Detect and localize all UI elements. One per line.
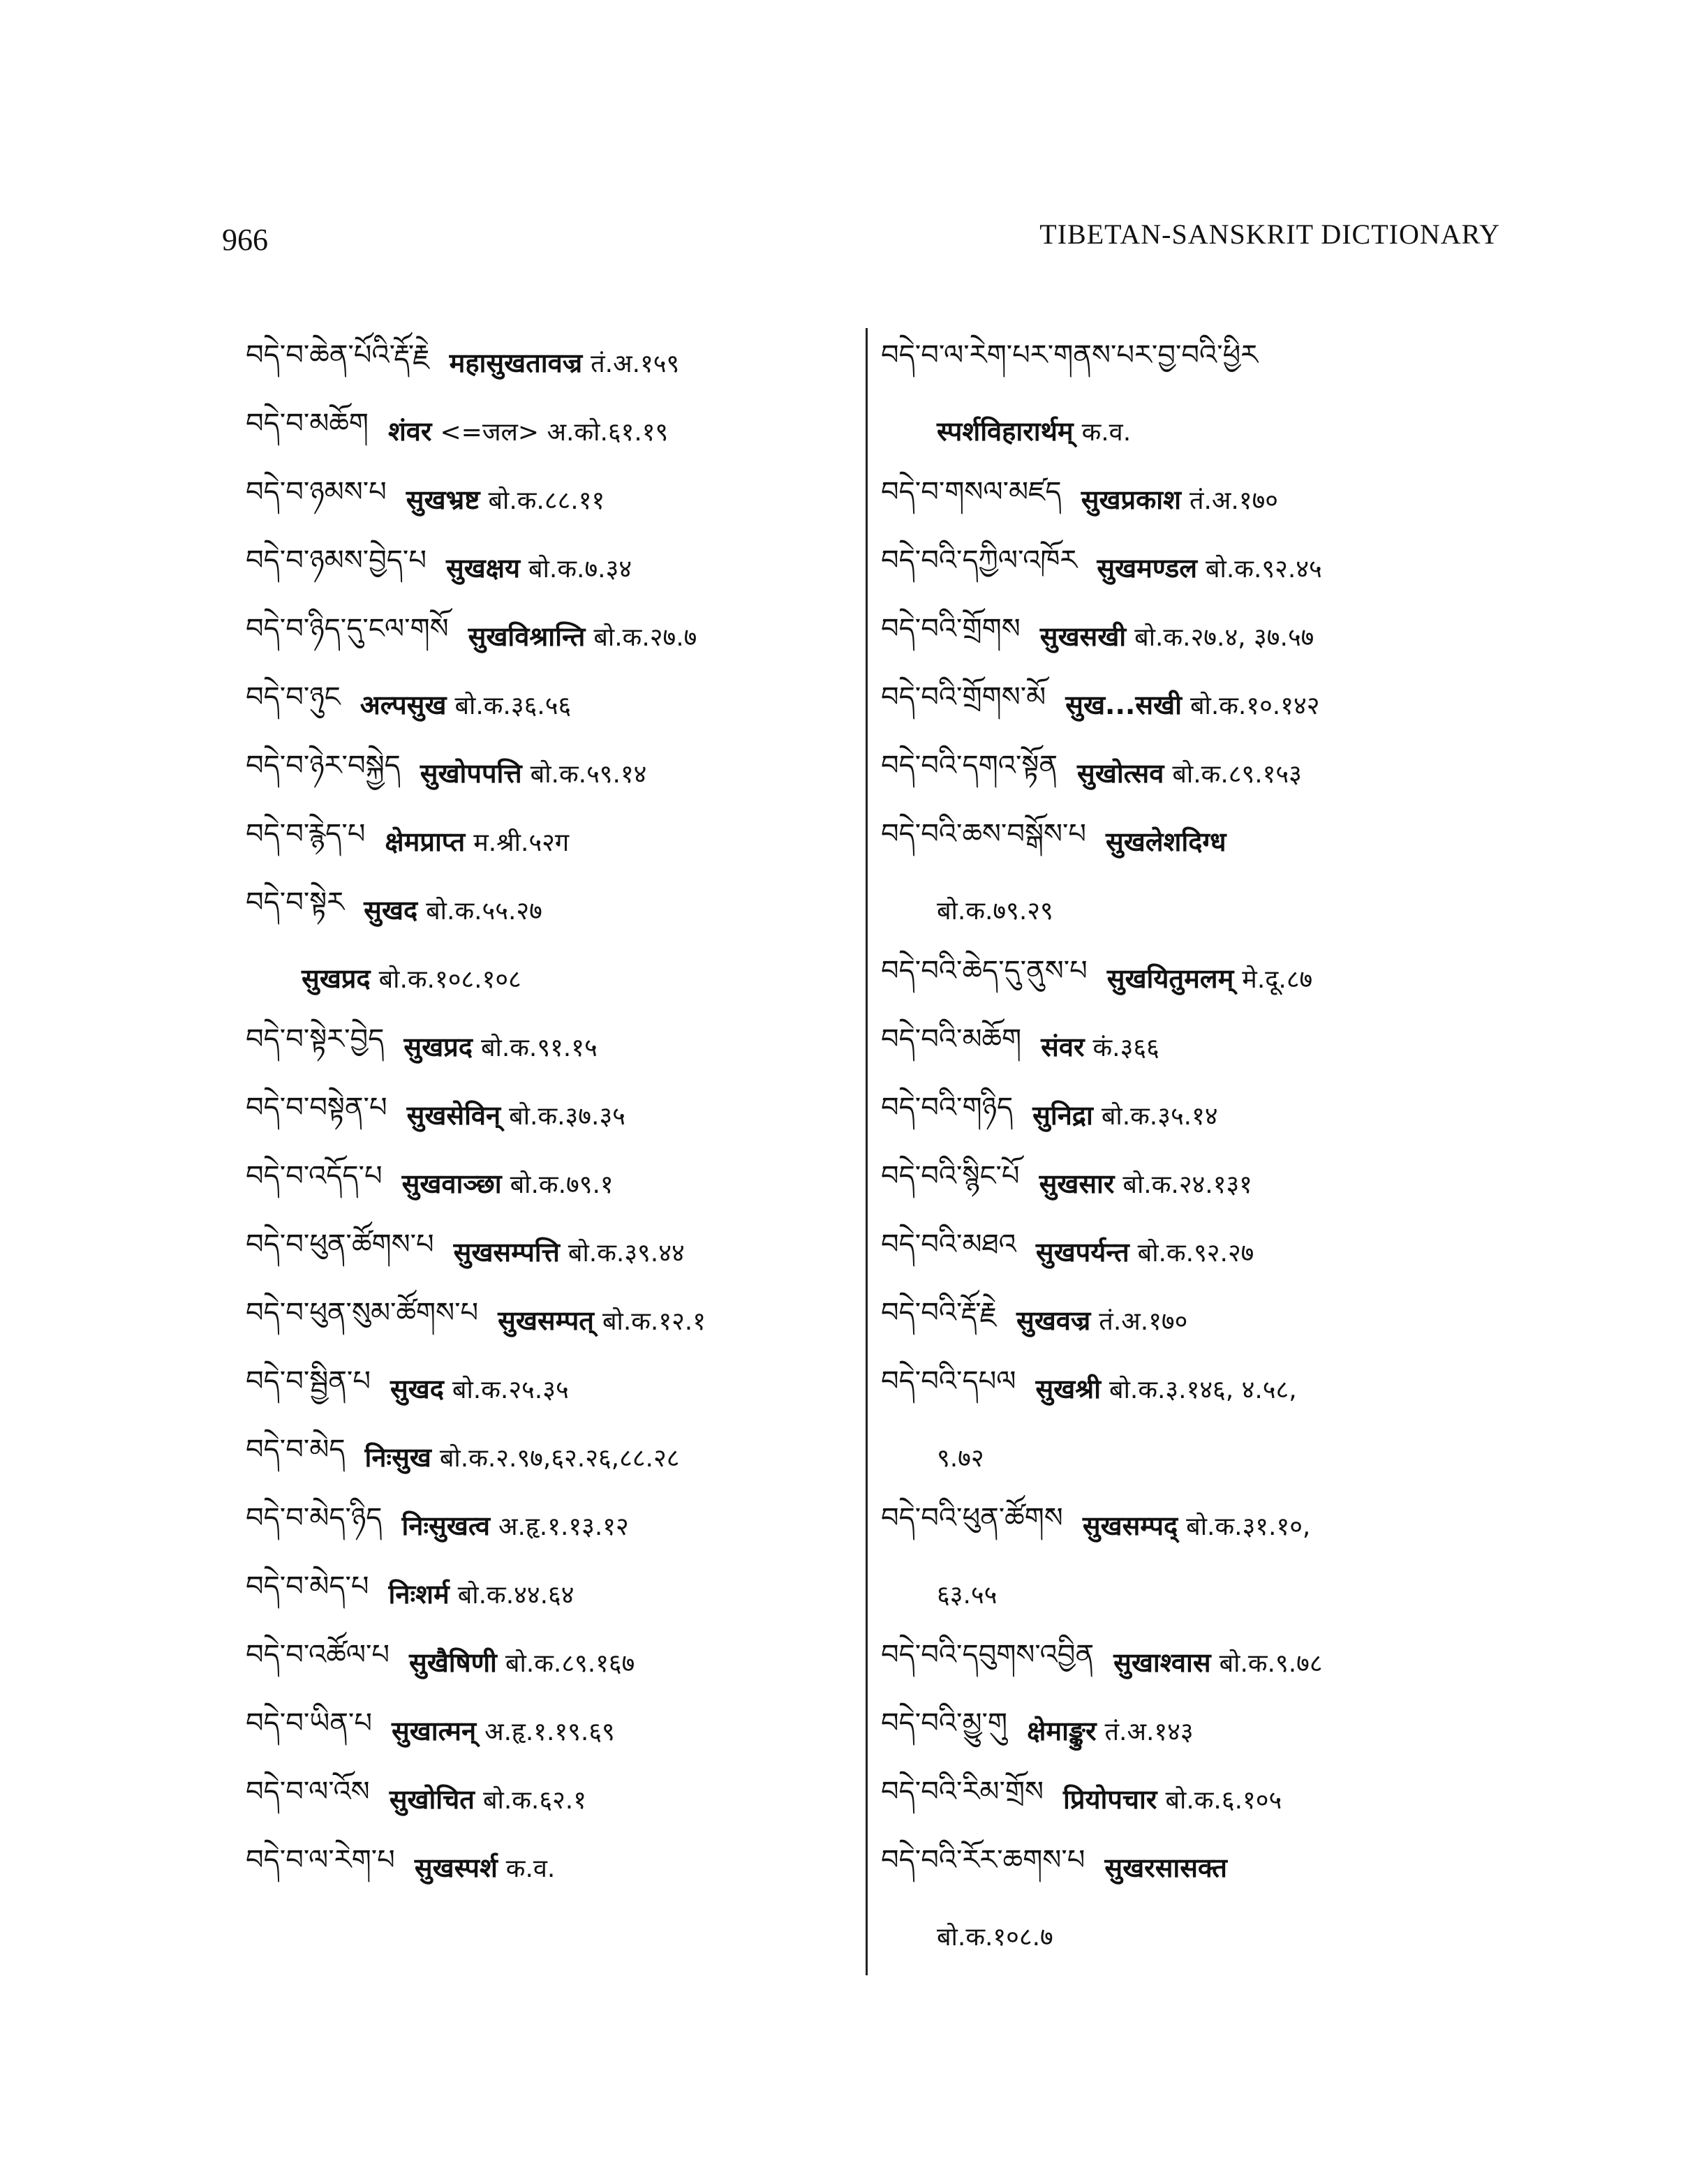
tibetan-headword: བདེ་བའི་དགའ་སྟོན — [881, 749, 1058, 782]
sanskrit-equivalent: क्षेमप्राप्त — [385, 826, 466, 857]
tibetan-headword: བདེ་བ་ཕུན་སུམ་ཚོགས་པ — [246, 1296, 479, 1329]
dictionary-entry — [246, 944, 860, 1012]
source-reference: बो.क.३५.१४ — [1101, 1101, 1218, 1131]
dictionary-entry — [246, 1491, 860, 1559]
tibetan-headword: བདེ་བ་མེད་ཉིད — [246, 1501, 383, 1534]
source-reference: बो.क.२.९७,६२.२६,८८.२८ — [439, 1443, 680, 1473]
tibetan-headword: བདེ་བ་ལ་རེག་པར་གནས་པར་བྱ་བའི་ཕྱིར — [881, 339, 1259, 371]
tibetan-headword: བདེ་བ་ཉིད་དུ་ངལ་གསོ — [246, 612, 449, 645]
tibetan-headword: བདེ་བ་ལ་འོས — [246, 1775, 370, 1808]
sanskrit-equivalent: सुखमण्डल — [1097, 553, 1197, 584]
source-reference: बो.क.७९.२९ — [937, 896, 1053, 926]
dictionary-entry — [881, 1286, 1509, 1354]
tibetan-headword: བདེ་བ་མེད་པ — [246, 1570, 369, 1603]
sanskrit-equivalent: सुखाश्वास — [1113, 1647, 1211, 1678]
dictionary-entry — [246, 738, 860, 807]
sanskrit-equivalent: स्पर्शविहारार्थम् — [937, 416, 1074, 447]
tibetan-headword: བདེ་བ་ཆེན་པོའི་རྡོ་རྗེ — [246, 339, 430, 371]
source-reference: क.व. — [1081, 417, 1132, 447]
tibetan-headword: བདེ་བ་འཚོལ་པ — [246, 1638, 390, 1671]
tibetan-headword: བདེ་བ་སྟེར་བྱེད — [246, 1023, 385, 1055]
sanskrit-equivalent: सुखप्रद — [302, 963, 371, 994]
source-reference: बो.क.५९.१४ — [530, 759, 647, 789]
sanskrit-equivalent: सुखलेशदिग्ध — [1106, 826, 1226, 857]
tibetan-headword: བདེ་བའི་ཆེད་དུ་ནུས་པ — [881, 954, 1088, 987]
sanskrit-equivalent: निःशर्म — [388, 1579, 450, 1610]
source-reference: बो.क.८८.११ — [488, 486, 605, 515]
dictionary-entry — [246, 1696, 860, 1765]
sanskrit-equivalent: सुखश्री — [1035, 1374, 1102, 1404]
sanskrit-equivalent: सुखप्रकाश — [1081, 484, 1181, 515]
sanskrit-equivalent: सुख...सखी — [1065, 690, 1182, 720]
sanskrit-equivalent: सुखसखी — [1039, 621, 1127, 652]
dictionary-entry — [246, 875, 860, 944]
sanskrit-equivalent: सुखात्मन् — [391, 1716, 477, 1746]
tibetan-headword: བདེ་བའི་གཉིད — [881, 1091, 1014, 1124]
source-reference: बो.क.१०८.७ — [937, 1922, 1053, 1952]
dictionary-entry — [246, 1559, 860, 1628]
dictionary-entry — [881, 1491, 1509, 1559]
sanskrit-equivalent: सुखविश्रान्ति — [468, 621, 586, 652]
sanskrit-equivalent: सुखसम्पत्ति — [453, 1237, 560, 1268]
sanskrit-equivalent: क्षेमाङ्कुर — [1027, 1716, 1097, 1746]
source-reference: बो.क.८९.१६७ — [505, 1649, 635, 1678]
sanskrit-equivalent: सुखसम्पत् — [498, 1305, 594, 1336]
source-reference: तं.अ.१७० — [1099, 1307, 1188, 1336]
dictionary-entry — [246, 670, 860, 738]
sanskrit-equivalent: सुनिद्रा — [1032, 1100, 1093, 1131]
tibetan-headword: བདེ་བ་མེད — [246, 1433, 346, 1466]
tibetan-headword: བདེ་བའི་གྲོགས་མོ — [881, 681, 1046, 713]
tibetan-headword: བདེ་བའི་ཆས་བསྒོས་པ — [881, 817, 1086, 850]
source-reference: बो.क.१२.१ — [602, 1307, 706, 1336]
tibetan-headword: བདེ་བ་བསྟེན་པ — [246, 1091, 387, 1124]
dictionary-entry — [881, 1217, 1509, 1286]
sanskrit-equivalent: महासुखतावज्र — [449, 348, 583, 378]
source-reference: बो.क.८९.१५३ — [1172, 759, 1302, 789]
dictionary-entry — [246, 1765, 860, 1833]
dictionary-entry — [246, 1080, 860, 1149]
source-reference: बो.क.९१.१५ — [480, 1033, 598, 1062]
source-reference: बो.क.६.१०५ — [1165, 1785, 1282, 1815]
dictionary-entry — [881, 1765, 1509, 1833]
dictionary-entry — [246, 328, 860, 396]
dictionary-entry — [881, 465, 1509, 533]
source-reference: बो.क.१०८.१०८ — [378, 965, 521, 994]
dictionary-entry — [881, 738, 1509, 807]
source-reference: बो.क.२५.३५ — [452, 1375, 569, 1404]
dictionary-entry — [881, 944, 1509, 1012]
dictionary-entry — [246, 1149, 860, 1217]
sanskrit-equivalent: सुखद — [364, 895, 418, 926]
dictionary-entry — [246, 1286, 860, 1354]
dictionary-entry — [246, 602, 860, 670]
dictionary-entry — [246, 1354, 860, 1422]
source-reference: अ.हृ.१.१९.६९ — [484, 1717, 615, 1746]
sanskrit-equivalent: सुखसम्पद् — [1082, 1510, 1178, 1541]
sanskrit-equivalent: सुखोत्सव — [1077, 758, 1164, 789]
tibetan-headword: བདེ་བ་ཕུན་ཚོགས་པ — [246, 1228, 434, 1261]
dictionary-entry — [246, 1217, 860, 1286]
tibetan-headword: བདེ་བའི་རོར་ཆགས་པ — [881, 1843, 1085, 1876]
dictionary-entry — [881, 1012, 1509, 1080]
dictionary-entry — [246, 396, 860, 465]
source-reference: मे.दू.८७ — [1242, 965, 1313, 994]
tibetan-headword: བདེ་བའི་མཐའ — [881, 1228, 1016, 1261]
dictionary-entry — [881, 670, 1509, 738]
dictionary-entry — [246, 807, 860, 875]
source-reference: बो.क.९२.४५ — [1205, 554, 1322, 584]
sanskrit-equivalent: निःसुखत्व — [401, 1510, 491, 1541]
source-reference: बो.क.३९.४४ — [568, 1238, 685, 1268]
tibetan-headword: བདེ་བའི་གྲོགས — [881, 612, 1021, 645]
source-reference: <=जल> अ.को.६१.१९ — [440, 417, 669, 447]
source-reference: बो.क.९२.२७ — [1137, 1238, 1254, 1268]
sanskrit-equivalent: सुखस्पर्श — [414, 1852, 498, 1883]
source-reference: तं.अ.१७० — [1189, 486, 1279, 515]
sanskrit-equivalent: सुखद — [390, 1374, 444, 1404]
sanskrit-equivalent: शंवर — [387, 416, 432, 447]
tibetan-headword: བདེ་བ་འདོད་པ — [246, 1159, 383, 1192]
source-reference: बो.क.५५.२७ — [426, 896, 542, 926]
source-reference: अ.हृ.१.१३.१२ — [498, 1512, 629, 1541]
source-reference: बो.क.२७.७ — [593, 623, 697, 652]
dictionary-entry — [881, 1149, 1509, 1217]
tibetan-headword: བདེ་བ་རྙེད་པ — [246, 817, 366, 850]
dictionary-entry — [246, 1628, 860, 1696]
dictionary-entry — [881, 328, 1509, 396]
dictionary-entry — [881, 1422, 1509, 1491]
dictionary-entry — [246, 533, 860, 602]
source-reference: बो.क.२४.१३१ — [1122, 1170, 1252, 1199]
sanskrit-equivalent: संवर — [1041, 1032, 1085, 1062]
tibetan-headword: བདེ་བའི་རིམ་གྲོས — [881, 1775, 1044, 1808]
sanskrit-equivalent: सुखोचित — [389, 1784, 475, 1815]
dictionary-entry — [881, 533, 1509, 602]
source-reference: क.व. — [505, 1854, 556, 1883]
left-column — [246, 328, 860, 1901]
source-reference: बो.क.४४.६४ — [457, 1580, 575, 1610]
dictionary-entry — [881, 1833, 1509, 1901]
sanskrit-equivalent: सुखपर्यन्त — [1035, 1237, 1129, 1268]
source-reference: बो.क.७९.१ — [510, 1170, 614, 1199]
dictionary-entry — [881, 1080, 1509, 1149]
source-reference: ६३.५५ — [937, 1580, 998, 1610]
source-reference: कं.३६६ — [1092, 1033, 1159, 1062]
sanskrit-equivalent: सुखोपपत्ति — [420, 758, 522, 789]
sanskrit-equivalent: सुखैषिणी — [409, 1647, 497, 1678]
sanskrit-equivalent: निःसुख — [364, 1442, 431, 1473]
tibetan-headword: བདེ་བའི་མྱུ་གུ — [881, 1707, 1008, 1739]
dictionary-entry — [881, 807, 1509, 875]
tibetan-headword: བདེ་བའི་དབུགས་འབྱིན — [881, 1638, 1095, 1671]
right-column — [881, 328, 1509, 1970]
dictionary-entry — [246, 1833, 860, 1901]
source-reference: बो.क.३१.१०, — [1186, 1512, 1311, 1541]
tibetan-headword: བདེ་བའི་ཕུན་ཚོགས — [881, 1501, 1063, 1534]
source-reference: बो.क.९.७८ — [1219, 1649, 1323, 1678]
tibetan-headword: བདེ་བ་སྦྱིན་པ — [246, 1365, 371, 1397]
dictionary-entry — [881, 1901, 1509, 1970]
sanskrit-equivalent: सुखयितुमलम् — [1106, 963, 1234, 994]
source-reference: बो.क.३६.५६ — [454, 691, 572, 720]
tibetan-headword: བདེ་བ་ཡིན་པ — [246, 1707, 372, 1739]
sanskrit-equivalent: सुखक्षय — [445, 553, 521, 584]
tibetan-headword: བདེ་བ་ཉེར་བསྐྱེད — [246, 749, 401, 782]
sanskrit-equivalent: प्रियोपचार — [1063, 1784, 1157, 1815]
sanskrit-equivalent: सुखभ्रष्ट — [406, 484, 480, 515]
tibetan-headword: བདེ་བའི་དཔལ — [881, 1365, 1016, 1397]
source-reference: बो.क.६२.१ — [482, 1785, 586, 1815]
source-reference: बो.क.३.१४६, ४.५८, — [1109, 1375, 1297, 1404]
tibetan-headword: བདེ་བའི་སྙིང་པོ — [881, 1159, 1020, 1192]
dictionary-entry — [246, 1012, 860, 1080]
tibetan-headword: བདེ་བ་ཉམས་པ — [246, 475, 387, 508]
tibetan-headword: བདེ་བ་ལ་རེག་པ — [246, 1843, 395, 1876]
source-reference: बो.क.७.३४ — [528, 554, 632, 584]
tibetan-headword: བདེ་བའི་མཆོག — [881, 1023, 1022, 1055]
source-reference: तं.अ.१५९ — [591, 349, 680, 378]
source-reference: बो.क.३७.३५ — [509, 1101, 625, 1131]
dictionary-entry — [881, 1559, 1509, 1628]
sanskrit-equivalent: अल्पसुख — [360, 690, 447, 720]
sanskrit-equivalent: सुखरसासक्त — [1104, 1852, 1227, 1883]
source-reference: बो.क.१०.१४२ — [1189, 691, 1320, 720]
dictionary-entry — [881, 1354, 1509, 1422]
running-head: TIBETAN-SANSKRIT DICTIONARY — [1039, 218, 1500, 250]
sanskrit-equivalent: सुखप्रद — [403, 1032, 473, 1062]
dictionary-entry — [246, 1422, 860, 1491]
dictionary-entry — [881, 875, 1509, 944]
tibetan-headword: བདེ་བའི་རྡོ་རྗེ — [881, 1296, 997, 1329]
dictionary-entry — [246, 465, 860, 533]
dictionary-entry — [881, 396, 1509, 465]
sanskrit-equivalent: सुखसेविन् — [406, 1100, 501, 1131]
source-reference: तं.अ.१४३ — [1104, 1717, 1194, 1746]
page-number: 966 — [222, 223, 268, 257]
tibetan-headword: བདེ་བ་ཉམས་བྱེད་པ — [246, 544, 427, 577]
sanskrit-equivalent: सुखवज्र — [1016, 1305, 1091, 1336]
tibetan-headword: བདེ་བ་ཉུང — [246, 681, 341, 713]
source-reference: ९.७२ — [937, 1443, 984, 1473]
tibetan-headword: བདེ་བ་མཆོག — [246, 407, 369, 440]
sanskrit-equivalent: सुखसार — [1039, 1168, 1115, 1199]
column-rule — [866, 328, 868, 1975]
tibetan-headword: བདེ་བ་སྟེར — [246, 886, 345, 919]
dictionary-entry — [881, 1696, 1509, 1765]
tibetan-headword: བདེ་བ་གསལ་མཛད — [881, 475, 1062, 508]
source-reference: म.श्री.५२ग — [473, 828, 570, 857]
source-reference: बो.क.२७.४, ३७.५७ — [1134, 623, 1314, 652]
dictionary-entry — [881, 1628, 1509, 1696]
sanskrit-equivalent: सुखवाञ्छा — [401, 1168, 502, 1199]
tibetan-headword: བདེ་བའི་དཀྱིལ་འཁོར — [881, 544, 1078, 577]
dictionary-entry — [881, 602, 1509, 670]
